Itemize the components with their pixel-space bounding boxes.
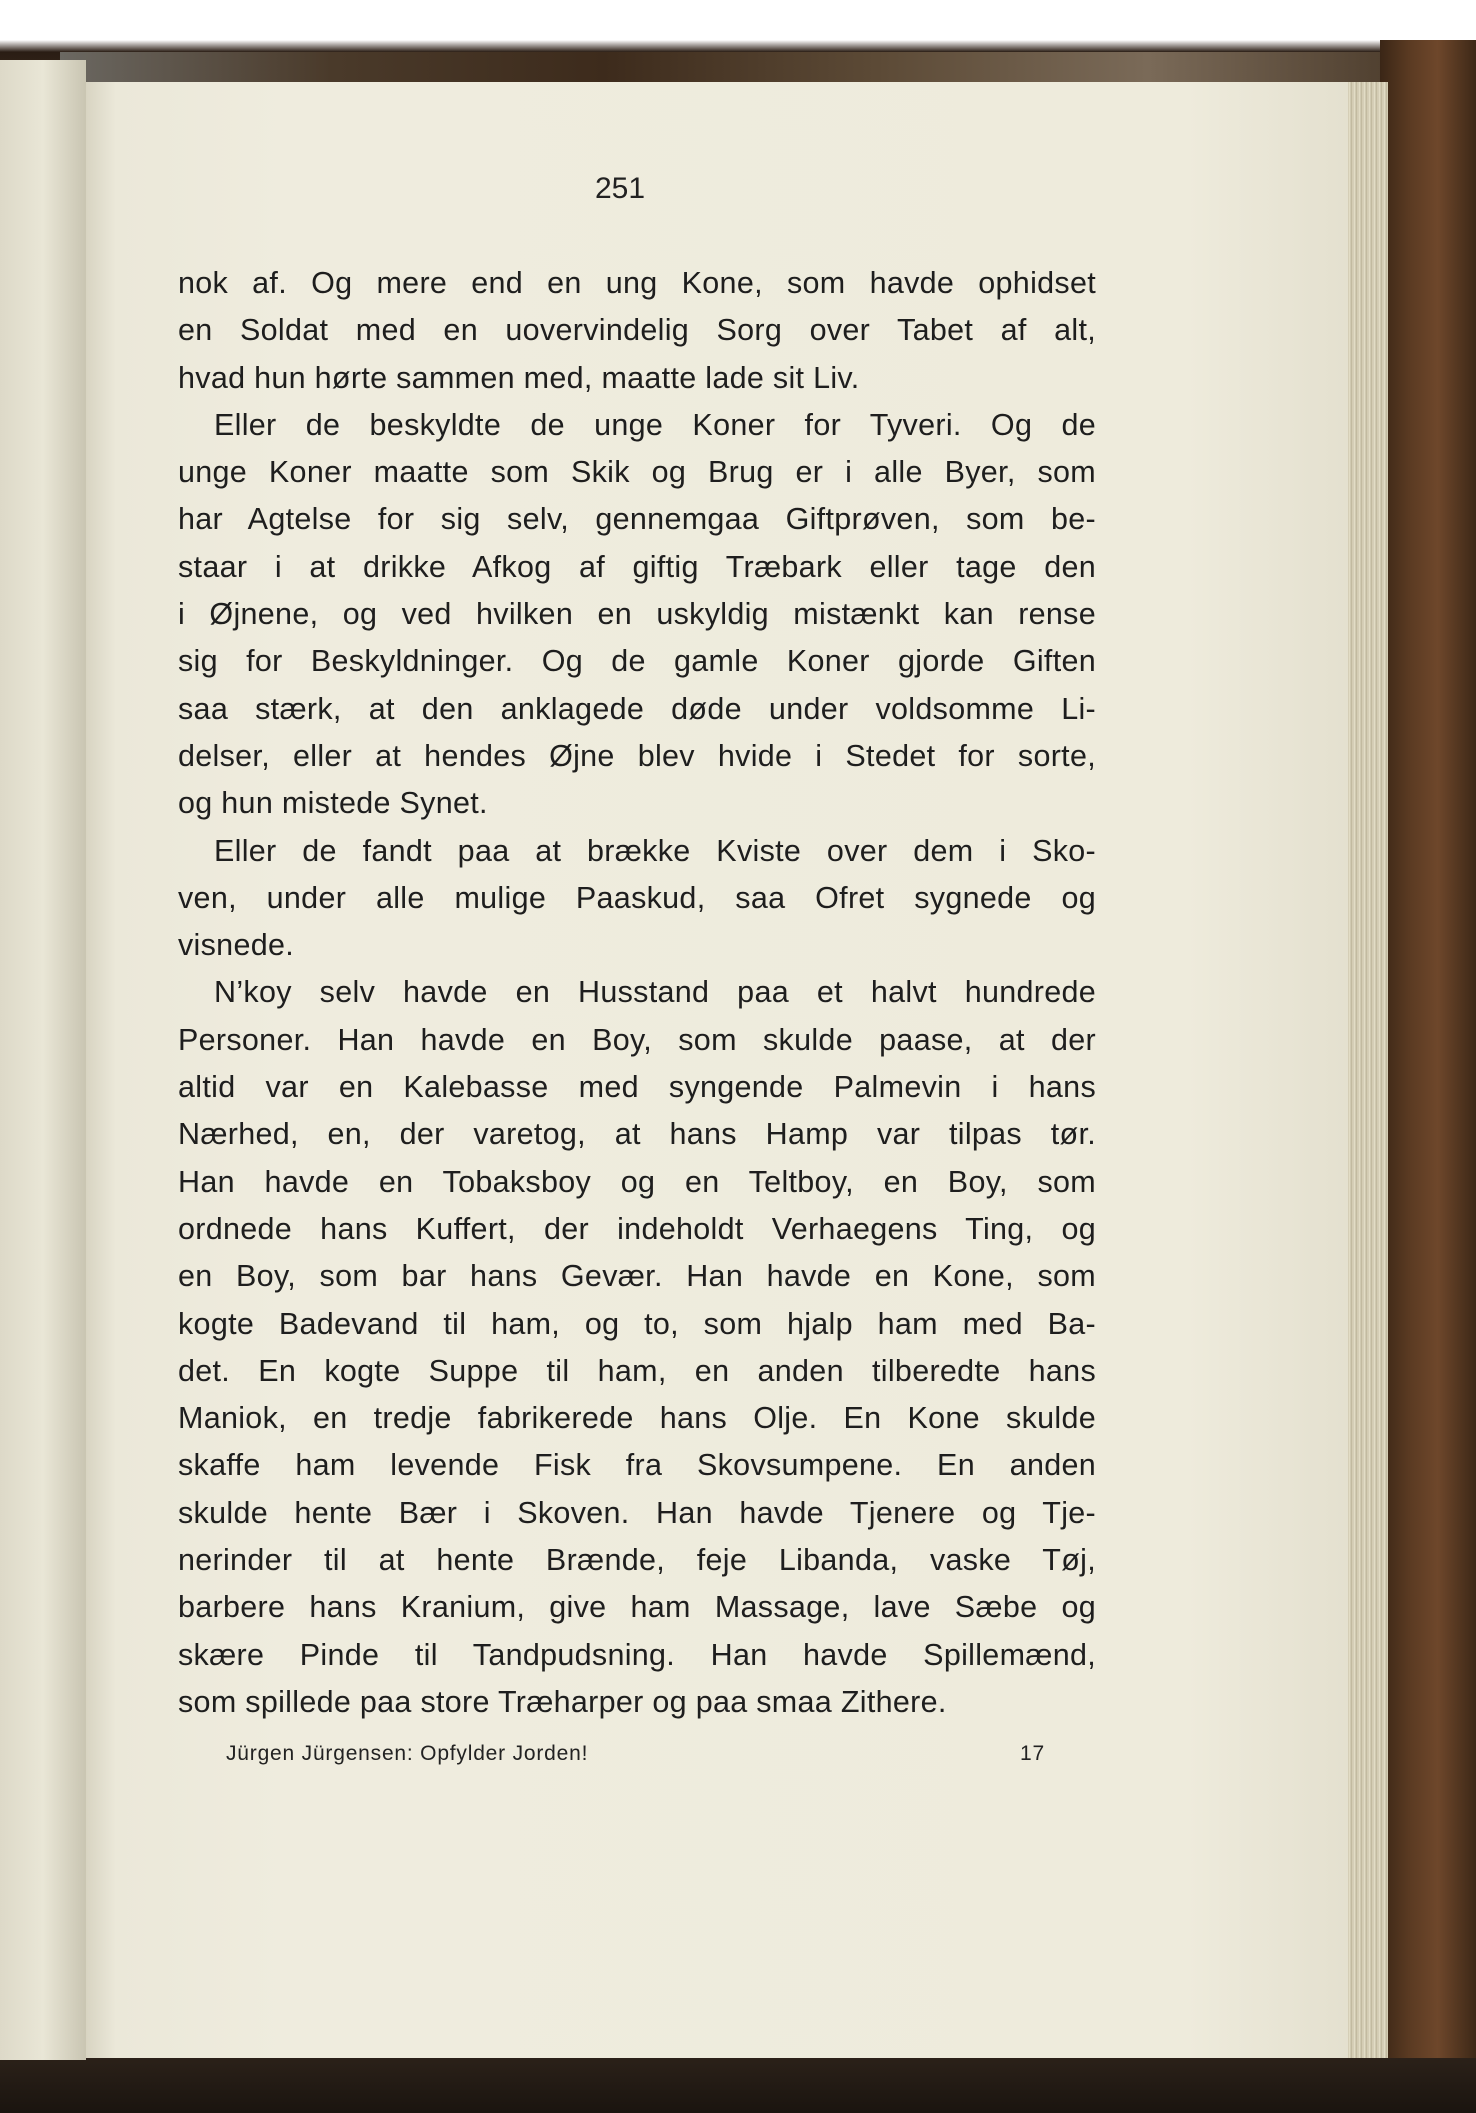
page-number: 251: [594, 172, 646, 205]
text-line: og hun mistede Synet.: [178, 786, 488, 821]
text-line: Eller de beskyldte de unge Koner for Tyveri. Og de: [214, 407, 1096, 442]
text-line: visnede.: [178, 928, 295, 963]
text-line: sig for Beskyldninger. Og de gamle Koner gjorde Giften: [178, 644, 1096, 679]
text-line: Eller de fandt paa at brække Kviste over dem i Sko-: [214, 833, 1096, 868]
text-line: unge Koner maatte som Skik og Brug er i alle Byer, som: [178, 455, 1096, 490]
text-line: hvad hun hørte sammen med, maatte lade sit Liv.: [178, 360, 860, 395]
text-line: delser, eller at hendes Øjne blev hvide i Stedet for sorte,: [178, 738, 1096, 773]
text-line: som spillede paa store Træharper og paa smaa Zithere.: [178, 1684, 947, 1719]
text-line: ordnede hans Kuffert, der indeholdt Verhaegens Ting, og: [178, 1211, 1096, 1246]
text-line: nerinder til at hente Brænde, feje Libanda, vaske Tøj,: [178, 1543, 1096, 1578]
text-line: Personer. Han havde en Boy, som skulde paase, at der: [178, 1022, 1096, 1057]
left-page-sliver: [0, 60, 86, 2060]
text-line: skære Pinde til Tandpudsning. Han havde Spillemænd,: [178, 1637, 1096, 1672]
text-line: barbere hans Kranium, give ham Massage, lave Sæbe og: [178, 1590, 1096, 1625]
text-line: skaffe ham levende Fisk fra Skovsumpene. En anden: [178, 1448, 1096, 1483]
body-text: [178, 260, 1096, 1726]
text-line: nok af. Og mere end en ung Kone, som havde ophidset: [178, 266, 1096, 300]
text-line: skulde hente Bær i Skoven. Han havde Tjenere og Tje-: [178, 1495, 1096, 1530]
text-line: altid var en Kalebasse med syngende Palmevin i hans: [178, 1070, 1096, 1105]
book-cover-bottom: [0, 2058, 1476, 2113]
page-edges: [1348, 82, 1388, 2058]
text-line: N’koy selv havde en Husstand paa et halvt hundrede: [214, 975, 1096, 1010]
text-line: staar i at drikke Afkog af giftig Træbark eller tage den: [178, 549, 1096, 584]
text-line: en Soldat med en uovervindelig Sorg over Tabet af alt,: [178, 313, 1096, 348]
text-line: Maniok, en tredje fabrikerede hans Olje. En Kone skulde: [178, 1401, 1096, 1436]
signature-number: 17: [1020, 1742, 1045, 1765]
text-line: i Øjnene, og ved hvilken en uskyldig mistænkt kan rense: [178, 597, 1096, 632]
text-line: ven, under alle mulige Paaskud, saa Ofret sygnede og: [178, 880, 1096, 915]
text-line: kogte Badevand til ham, og to, som hjalp ham med Ba-: [178, 1306, 1096, 1341]
book-cover-right-edge: [1380, 40, 1476, 2113]
text-line: en Boy, som bar hans Gevær. Han havde en Kone, som: [178, 1259, 1096, 1294]
text-line: saa stærk, at den anklagede døde under voldsomme Li-: [178, 691, 1096, 726]
page-footer: [226, 1742, 1046, 1766]
text-line: har Agtelse for sig selv, gennemgaa Giftprøven, som be-: [178, 502, 1096, 537]
signature-text: Jürgen Jürgensen: Opfylder Jorden!: [226, 1742, 589, 1765]
text-line: Nærhed, en, der varetog, at hans Hamp var tilpas tør.: [178, 1117, 1096, 1152]
text-line: Han havde en Tobaksboy og en Teltboy, en Boy, som: [178, 1164, 1096, 1199]
text-line: det. En kogte Suppe til ham, en anden tilberedte hans: [178, 1353, 1096, 1388]
